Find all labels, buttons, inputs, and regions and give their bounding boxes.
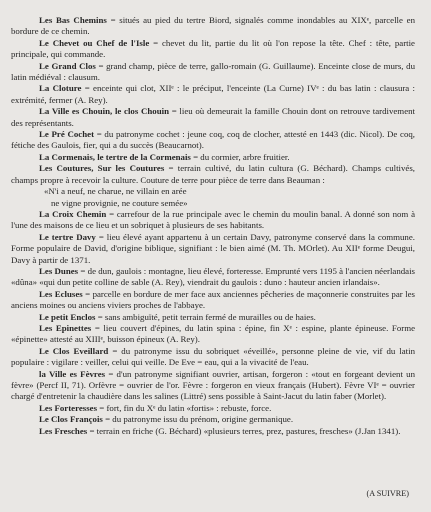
entry-term: Les Ecluses — [39, 288, 83, 299]
quote-line: «N'i a neuf, ne charue, ne villain en arée — [44, 186, 187, 197]
entry-text: = carrefour de la rue principale avec le chemin du moulin banal. A donné son nom à l'une des maisons de ce lieu et un sobriquet à plusieurs de ses habitants. — [11, 208, 416, 231]
entry-bas-chemins — [11, 15, 415, 38]
entry-term: Les Coutures, Sur les Coutures — [39, 163, 165, 174]
entry-epinettes — [11, 323, 415, 346]
entry-text: = du cormier, arbre fruitier. — [190, 151, 290, 162]
entry-term: La Cormenais, le tertre de la Cormenais — [39, 151, 191, 162]
entry-text: = du patronyme issu du sobriquet «éveillé», personne pleine de vie, vif du latin populaire : vigilare : veiller, celui qui veille. De Eve = eau, qui a la vivacité de l'eau. — [11, 345, 415, 368]
entry-croix-chemin — [11, 209, 415, 232]
entries-part-2 — [11, 209, 415, 437]
entry-ville-chouin — [11, 106, 415, 129]
verse-quote — [11, 186, 415, 209]
entry-chevet — [11, 38, 415, 61]
entry-tertre-davy — [11, 232, 415, 266]
entry-term: La Cloture — [39, 83, 82, 94]
entry-coutures — [11, 163, 415, 186]
entry-text: = chevet du lit, partie du lit où l'on repose la tête. Chef : tête, partie principale, qui commande. — [11, 37, 415, 60]
entry-term: Le Clos Eveillard — [39, 345, 109, 356]
entry-petit-enclos — [11, 312, 415, 323]
entry-term: Le petit Enclos — [39, 311, 96, 322]
entry-text: = d'un patronyme signifiant ouvrier, artisan, forgeron : «tout en forgeant devient un fèvre» (Percf II, 71). Orfèvre = ouvrier de l'or. Fèvre : forgeron en vieux français (Hubert). Fèvre VIᵉ = ouvrier chargé d'entretenir la chaudière dans les salines (Littré) sens possible à Saint-Jacut du latin faber (Morlet). — [11, 368, 415, 402]
entry-text: = sans ambiguïté, petit terrain fermé de murailles ou de haies. — [95, 311, 316, 322]
entry-text: = lieu où demeurait la famille Chouin dont on retrouve tardivement des représentants. — [11, 106, 415, 128]
entry-text: = parcelle en bordure de mer face aux anciennes pêcheries de maçonnerie construites par les anciens moines ou anciens viviers proches de l'abbaye. — [11, 288, 415, 311]
entry-fresches — [11, 426, 415, 437]
entry-clos-eveillard — [11, 346, 415, 369]
entry-ville-fevres — [11, 369, 415, 403]
entry-term: Les Forteresses — [39, 402, 98, 413]
entry-grand-clos — [11, 61, 415, 84]
entry-text: = situés au pied du tertre Biord, signalés comme inondables au XIXᵉ, parcelle en bordure de ce chemin. — [11, 15, 415, 37]
entry-term: Le Chevet ou Chef de l'Isle — [39, 37, 150, 48]
entry-text: = enceinte qui clot, XIIᵉ : le préciput, l'enceinte (La Curne) IVᵉ : du bas latin : clausura : extrémité, fermer (A. Rey). — [11, 83, 415, 105]
entry-term: Le Pré Cochet — [39, 129, 95, 140]
entry-ecluses — [11, 289, 415, 312]
entry-clos-francois — [11, 414, 415, 425]
entry-term: Les Dunes — [39, 265, 79, 276]
entry-text: = terrain en friche (G. Béchard) «plusieurs terres, prez, pastures, fresches» (J.Jan 1341). — [87, 425, 401, 436]
entry-forteresses — [11, 403, 415, 414]
to-be-continued-note: (A SUIVRE) — [366, 489, 409, 498]
entry-term: Le Clos François — [39, 414, 103, 425]
quote-line: ne vigne provignie, ne couture semée» — [51, 197, 188, 208]
entry-text: = grand champ, pièce de terre, gallo-romain (G. Guillaume). Enceinte close de murs, du latin médiéval : clausum. — [11, 60, 415, 83]
entry-term: Le tertre Davy — [39, 231, 96, 242]
entry-text: = du patronyme issu du prénom, origine germanique. — [102, 414, 294, 425]
entry-pre-cochet — [11, 129, 415, 152]
entry-cloture — [11, 83, 415, 106]
entry-term: Le Grand Clos — [39, 60, 96, 71]
entry-cormenais — [11, 152, 415, 163]
entry-text: = terrain cultivé, du latin cultura (G. Béchard). Champs cultivés, champs propre à recevoir la culture. Couture de terre pour pièce de terre dans Beauman : — [11, 163, 415, 185]
entry-term: La Ville es Chouin, le clos Chouin — [39, 106, 170, 117]
entry-term: La Croix Chemin — [39, 208, 107, 219]
entry-dunes — [11, 266, 415, 289]
entry-text: = lieu élevé ayant appartenu à un certain Davy, patronyme conservé dans la commune. Forme populaire de David, d'origine biblique, signifiant : le bien aimé (M. Th. MOrlet). Au XIIᵉ forme Deugui, Davy à partir de 1371. — [11, 231, 415, 265]
entry-term: Les Fresches — [39, 425, 88, 436]
entry-term: Les Epinettes — [39, 322, 92, 333]
entries-part-1 — [11, 15, 415, 186]
entry-term: la Ville es Fèvres — [39, 368, 106, 379]
entry-text: = de dun, gaulois : montagne, lieu élevé, forteresse. Emprunté vers 1195 à l'ancien néerlandais «dûna» «qui dun petite colline de sable (A. Rey), viendrait du gaulois : duno : hauteur ancien irlandais». — [11, 265, 415, 288]
entry-text: = fort, fin du Xᵉ du latin «fortis» : rebuste, force. — [97, 402, 272, 413]
entry-text: = du patronyme cochet : jeune coq, coq de clocher, attesté en 1443 (dic. Nicol). De coq, fétiche des Gaulois, fier, qui a du succès (Beaucarnot). — [11, 129, 415, 151]
entry-text: = lieu couvert d'épines, du latin spina : épine, fin Xᵉ : espine, plante épineuse. Forme «épinette» attesté au XIIIᵉ, buisson épineux (A. Rey). — [11, 322, 415, 345]
entry-term: Les Bas Chemins — [39, 15, 107, 25]
